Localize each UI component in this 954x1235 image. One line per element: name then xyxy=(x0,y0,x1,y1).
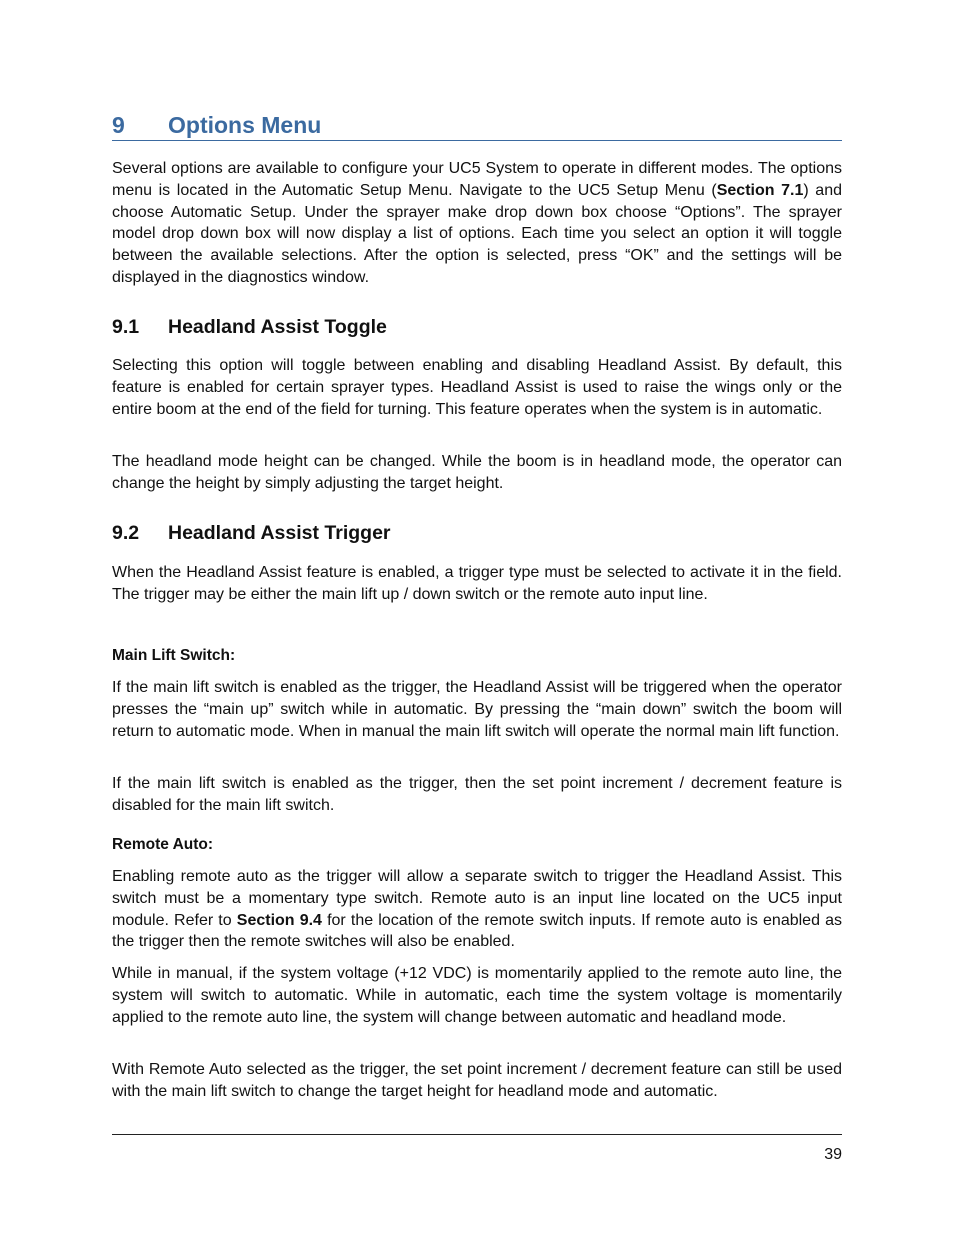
intro-paragraph: Several options are available to configure your UC5 System to operate in different modes. The options menu is located in the Automatic Setup Menu. Navigate to the UC5 Setup Menu (Section 7.1) and choose Automatic Setup. Under the sprayer make drop down box choose “Options”. The sprayer model drop down box will now display a list of options. Each time you select an option it will toggle between the available selections. After the option is selected, press “OK” and the settings will be displayed in the diagnostics window. xyxy=(112,160,842,286)
footer-divider xyxy=(112,1134,842,1135)
page-number: 39 xyxy=(824,1146,842,1163)
remote-auto-paragraph-3: With Remote Auto selected as the trigger, the set point increment / decrement feature can still be used with the main lift switch to change the target height for headland mode and automatic. xyxy=(112,1061,842,1100)
section-9-2-heading: 9.2 Headland Assist Trigger xyxy=(112,522,391,544)
chapter-number: 9 xyxy=(112,112,125,138)
section-9-1-paragraph-2: The headland mode height can be changed. While the boom is in headland mode, the operator can change the height by simply adjusting the target height. xyxy=(112,453,842,492)
chapter-heading xyxy=(112,112,842,141)
main-lift-switch-heading: Main Lift Switch: xyxy=(112,647,236,664)
remote-auto-heading: Remote Auto: xyxy=(112,836,214,853)
remote-auto-paragraph-2: While in manual, if the system voltage (+12 VDC) is momentarily applied to the remote auto line, the system will switch to automatic. While in automatic, each time the system voltage is momentarily applied to the remote auto line, the system will change between automatic and headland mode. xyxy=(112,965,842,1026)
section-9-2-paragraph-1: When the Headland Assist feature is enabled, a trigger type must be selected to activate it in the field. The trigger may be either the main lift up / down switch or the remote auto input line. xyxy=(112,564,842,603)
remote-auto-paragraph-1: Enabling remote auto as the trigger will allow a separate switch to trigger the Headland Assist. This switch must be a momentary type switch. Remote auto is an input line located on the UC5 input module. Refer to Section 9.4 for the location of the remote switch inputs. If remote auto is enabled as the trigger then the remote switches will also be enabled. xyxy=(112,868,843,951)
section-9-1-heading: 9.1 Headland Assist Toggle xyxy=(112,316,387,338)
chapter-title: Options Menu xyxy=(168,112,322,138)
main-lift-paragraph-2: If the main lift switch is enabled as the trigger, then the set point increment / decrement feature is disabled for the main lift switch. xyxy=(112,775,842,814)
section-9-1-paragraph-1: Selecting this option will toggle between enabling and disabling Headland Assist. By default, this feature is enabled for certain sprayer types. Headland Assist is used to raise the wings only or the entire boom at the end of the field for turning. This feature operates when the system is in automatic. xyxy=(112,357,842,418)
section-reference-link: Section 7.1 xyxy=(716,181,804,199)
main-lift-paragraph-1: If the main lift switch is enabled as the trigger, the Headland Assist will be triggered when the operator presses the “main up” switch while in automatic. By pressing the “main down” switch the boom will return to automatic mode. When in manual the main lift switch will operate the normal main lift function. xyxy=(112,679,842,740)
